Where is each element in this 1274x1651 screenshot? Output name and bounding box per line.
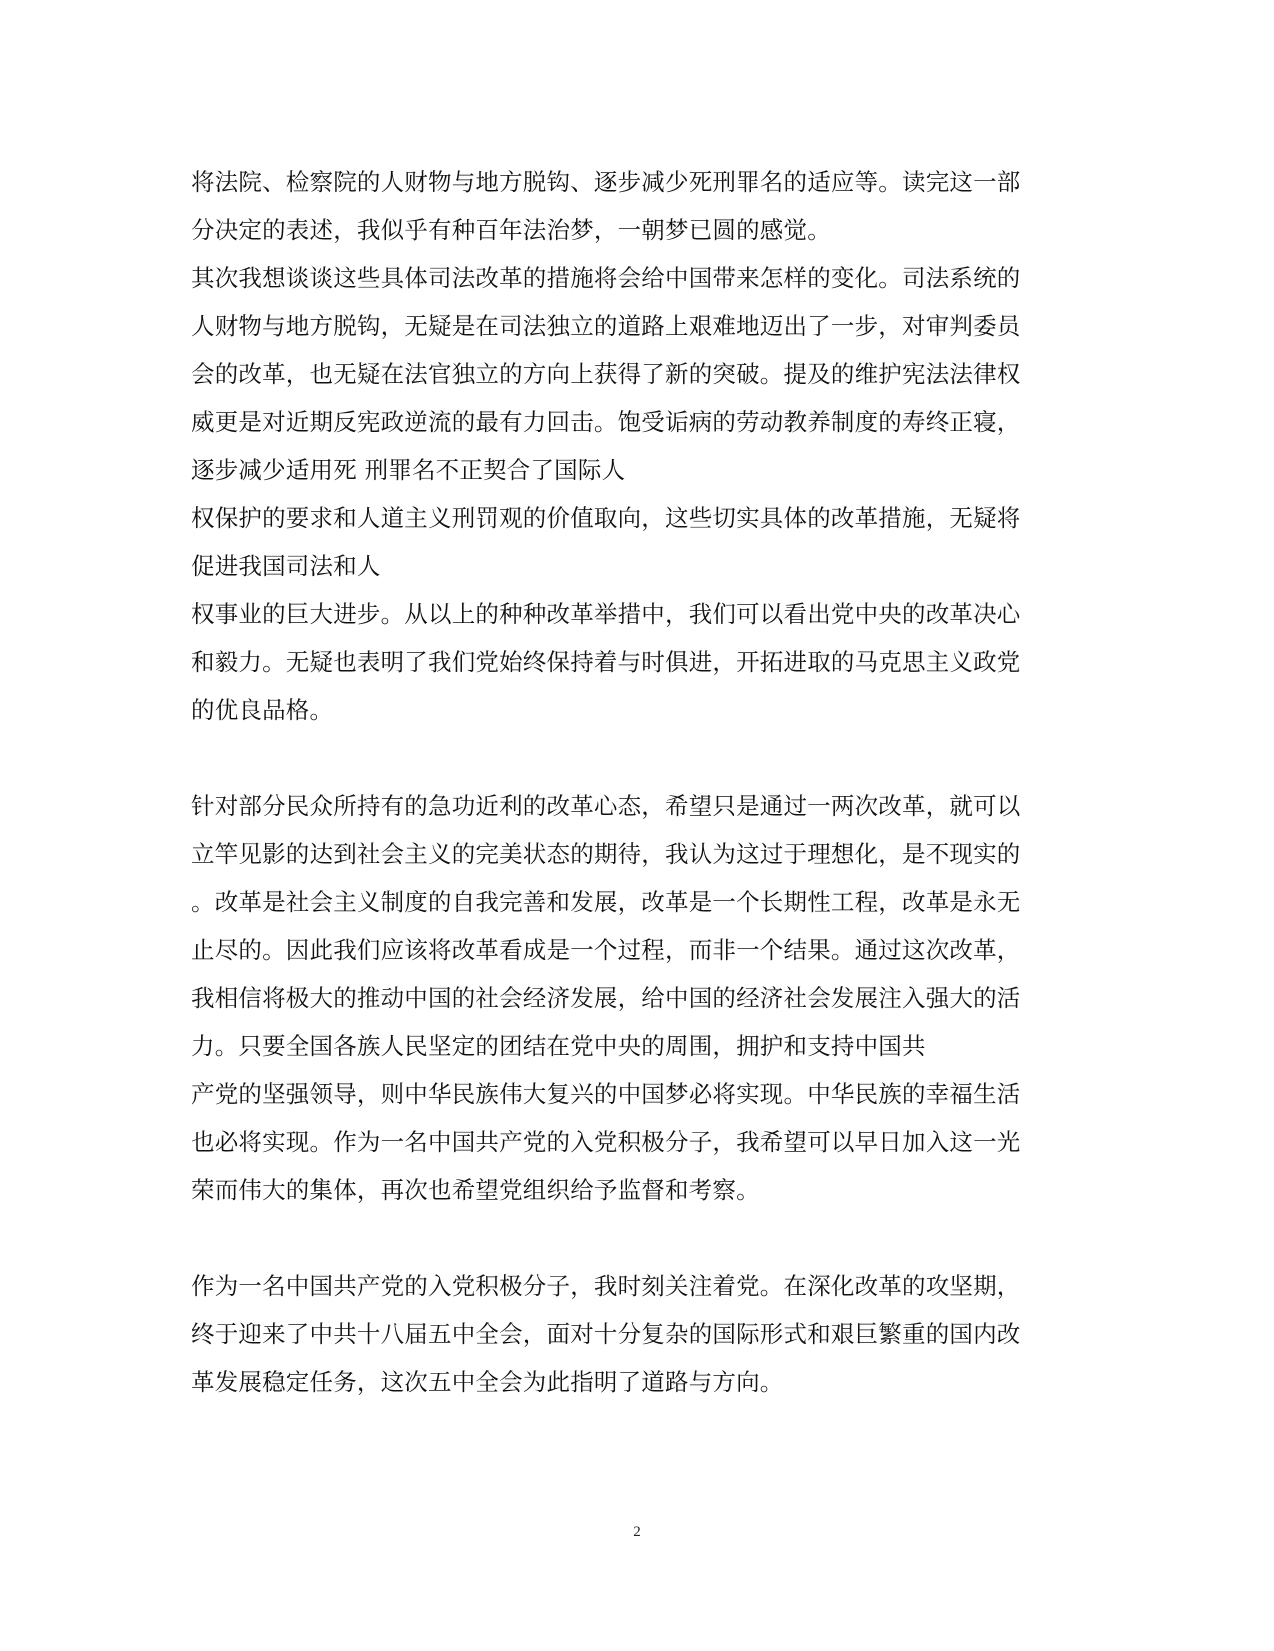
- text-line: 促进我国司法和人: [191, 552, 381, 580]
- text-line: 荣而伟大的集体，再次也希望党组织给予监督和考察。: [191, 1176, 760, 1204]
- text-line: 立竿见影的达到社会主义的完美状态的期待，我认为这过于理想化，是不现实的: [191, 840, 1021, 868]
- text-line: 会的改革，也无疑在法官独立的方向上获得了新的突破。提及的维护宪法法律权: [191, 360, 1021, 388]
- body-text: [191, 158, 1091, 1406]
- text-line: 力。只要全国各族人民坚定的团结在党中央的周围，拥护和支持中国共: [191, 1032, 926, 1060]
- text-line: 权保护的要求和人道主义刑罚观的价值取向，这些切实具体的改革措施，无疑将: [191, 504, 1021, 532]
- text-line: 革发展稳定任务，这次五中全会为此指明了道路与方向。: [191, 1368, 784, 1396]
- text-line: 终于迎来了中共十八届五中全会，面对十分复杂的国际形式和艰巨繁重的国内改: [191, 1320, 1021, 1348]
- text-line: 的优良品格。: [191, 696, 334, 724]
- paragraph-gap: [191, 1214, 1091, 1262]
- text-line: 针对部分民众所持有的急功近利的改革心态，希望只是通过一两次改革，就可以: [191, 792, 1021, 820]
- text-line: 权事业的巨大进步。从以上的种种改革举措中，我们可以看出党中央的改革决心: [191, 600, 1021, 628]
- text-line: 和毅力。无疑也表明了我们党始终保持着与时俱进，开拓进取的马克思主义政党: [191, 648, 1021, 676]
- page-number: 2: [633, 1524, 641, 1540]
- text-line: 也必将实现。作为一名中国共产党的入党积极分子，我希望可以早日加入这一光: [191, 1128, 1021, 1156]
- text-line: 。改革是社会主义制度的自我完善和发展，改革是一个长期性工程，改革是永无: [191, 888, 1021, 916]
- text-line: 作为一名中国共产党的入党积极分子，我时刻关注着党。在深化改革的攻坚期，: [191, 1272, 1021, 1300]
- text-line: 我相信将极大的推动中国的社会经济发展，给中国的经济社会发展注入强大的活: [191, 984, 1021, 1012]
- text-line: 人财物与地方脱钩，无疑是在司法独立的道路上艰难地迈出了一步，对审判委员: [191, 312, 1021, 340]
- paragraph-gap: [191, 734, 1091, 782]
- text-line: 威更是对近期反宪政逆流的最有力回击。饱受诟病的劳动教养制度的寿终正寝，: [191, 408, 1021, 436]
- text-line: 产党的坚强领导，则中华民族伟大复兴的中国梦必将实现。中华民族的幸福生活: [191, 1080, 1021, 1108]
- text-line: 将法院、检察院的人财物与地方脱钩、逐步减少死刑罪名的适应等。读完这一部: [191, 168, 1021, 196]
- text-line: 逐步减少适用死 刑罪名不正契合了国际人: [191, 456, 626, 484]
- text-line: 其次我想谈谈这些具体司法改革的措施将会给中国带来怎样的变化。司法系统的: [191, 264, 1021, 292]
- text-line: 分决定的表述，我似乎有种百年法治梦，一朝梦已圆的感觉。: [191, 216, 831, 244]
- text-line: 止尽的。因此我们应该将改革看成是一个过程，而非一个结果。通过这次改革，: [191, 936, 1021, 964]
